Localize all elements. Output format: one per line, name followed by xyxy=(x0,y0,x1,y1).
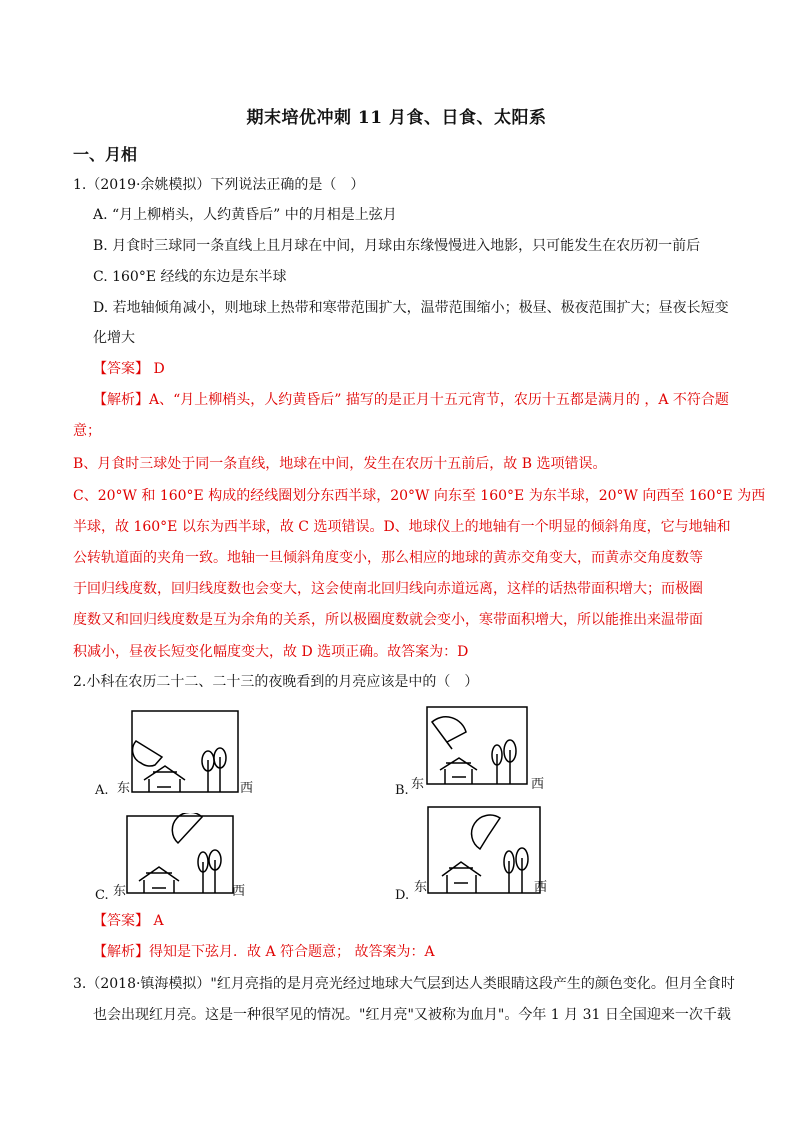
question-1-analysis-line: C、20°W 和 160°E 构成的经线圈划分东西半球，20°W 向东至 160°E 为东半球，20°W 向西至 160°E 为西 xyxy=(73,488,766,504)
question-1-analysis-line: B、月食时三球处于同一条直线，地球在中间，发生在农历十五前后，故 B 选项错误。 xyxy=(73,456,607,472)
option-d-figure xyxy=(412,804,547,899)
question-1-option-d: D. 若地轴倾角减小，则地球上热带和寒带范围扩大，温带范围缩小；极昼、极夜范围扩大；昼夜长短变 xyxy=(93,300,729,316)
question-1-option-d-cont: 化增大 xyxy=(93,330,135,346)
question-1-analysis-line: 积减小，昼夜长短变化幅度变大，故 D 选项正确。故答案为：D xyxy=(73,644,469,660)
question-2-analysis: 【解析】得知是下弦月．故 A 符合题意； 故答案为：A xyxy=(93,944,435,960)
question-1-analysis-line: 度数又和回归线度数是互为余角的关系，所以极圈度数就会变小，寒带面积增大，所以能推出来温带面 xyxy=(73,612,703,628)
answer-tag: 【答案】 xyxy=(93,913,149,929)
east-label: 东 xyxy=(113,884,127,899)
east-label: 东 xyxy=(411,777,425,792)
answer-value: A xyxy=(153,913,164,929)
option-b-figure xyxy=(410,704,535,794)
question-1-analysis-line: 【解析】A、“月上柳梢头，人约黄昏后” 描写的是正月十五元宵节，农历十五都是满月的 ，A 不符合题 xyxy=(93,392,729,408)
page-title: 期末培优冲刺 11 月食、日食、太阳系 xyxy=(246,108,547,128)
question-3-stem-line: 3.（2018·镇海模拟）"红月亮指的是月亮光经过地球大气层到达人类眼睛这段产生的颜色变化。但月全食时 xyxy=(73,976,735,992)
question-1-analysis-line: 半球，故 160°E 以东为西半球，故 C 选项错误。D、地球仪上的地轴有一个明显的倾斜角度，它与地轴和 xyxy=(73,519,731,535)
west-label: 西 xyxy=(232,884,246,899)
question-1-answer xyxy=(93,360,165,378)
option-d-label: D. xyxy=(395,888,410,903)
question-2-stem: 2.小科在农历二十二、二十三的夜晚看到的月亮应该是中的（ ） xyxy=(73,674,479,690)
question-1-option-a: A. “月上柳梢头，人约黄昏后” 中的月相是上弦月 xyxy=(93,207,397,223)
question-1-analysis-line: 意； xyxy=(73,423,101,439)
answer-value: D xyxy=(153,361,165,377)
answer-tag: 【答案】 xyxy=(93,361,149,377)
question-1-stem: 1.（2019·余姚模拟）下列说法正确的是（ ） xyxy=(73,177,365,193)
section-heading-moon-phase: 一、月相 xyxy=(73,145,138,164)
option-c-label: C. xyxy=(95,888,109,903)
question-1-analysis-line: 于回归线度数，回归线度数也会变大，这会使南北回归线向赤道远离，这样的话热带面积增大；而极圈 xyxy=(73,581,703,597)
west-label: 西 xyxy=(534,880,548,895)
question-1-option-c: C. 160°E 经线的东边是东半球 xyxy=(93,269,287,285)
west-label: 西 xyxy=(240,781,254,796)
east-label: 东 xyxy=(414,880,428,895)
option-c-figure xyxy=(112,813,242,898)
question-1-option-b: B. 月食时三球同一条直线上且月球在中间，月球由东缘慢慢进入地影，只可能发生在农历初一前后 xyxy=(93,238,701,254)
question-1-analysis-line: 公转轨道面的夹角一致。地轴一旦倾斜角度变小，那么相应的地球的黄赤交角变大，而黄赤交角度数等 xyxy=(73,550,703,566)
east-label: 东 xyxy=(117,781,131,796)
question-2-answer xyxy=(93,912,164,930)
option-b-label: B. xyxy=(395,783,409,798)
west-label: 西 xyxy=(531,777,545,792)
question-3-stem-line: 也会出现红月亮。这是一种很罕见的情况。"红月亮"又被称为血月"。今年 1 月 31 日全国迎来一次千载 xyxy=(93,1007,731,1023)
option-a-label: A. xyxy=(95,783,109,798)
